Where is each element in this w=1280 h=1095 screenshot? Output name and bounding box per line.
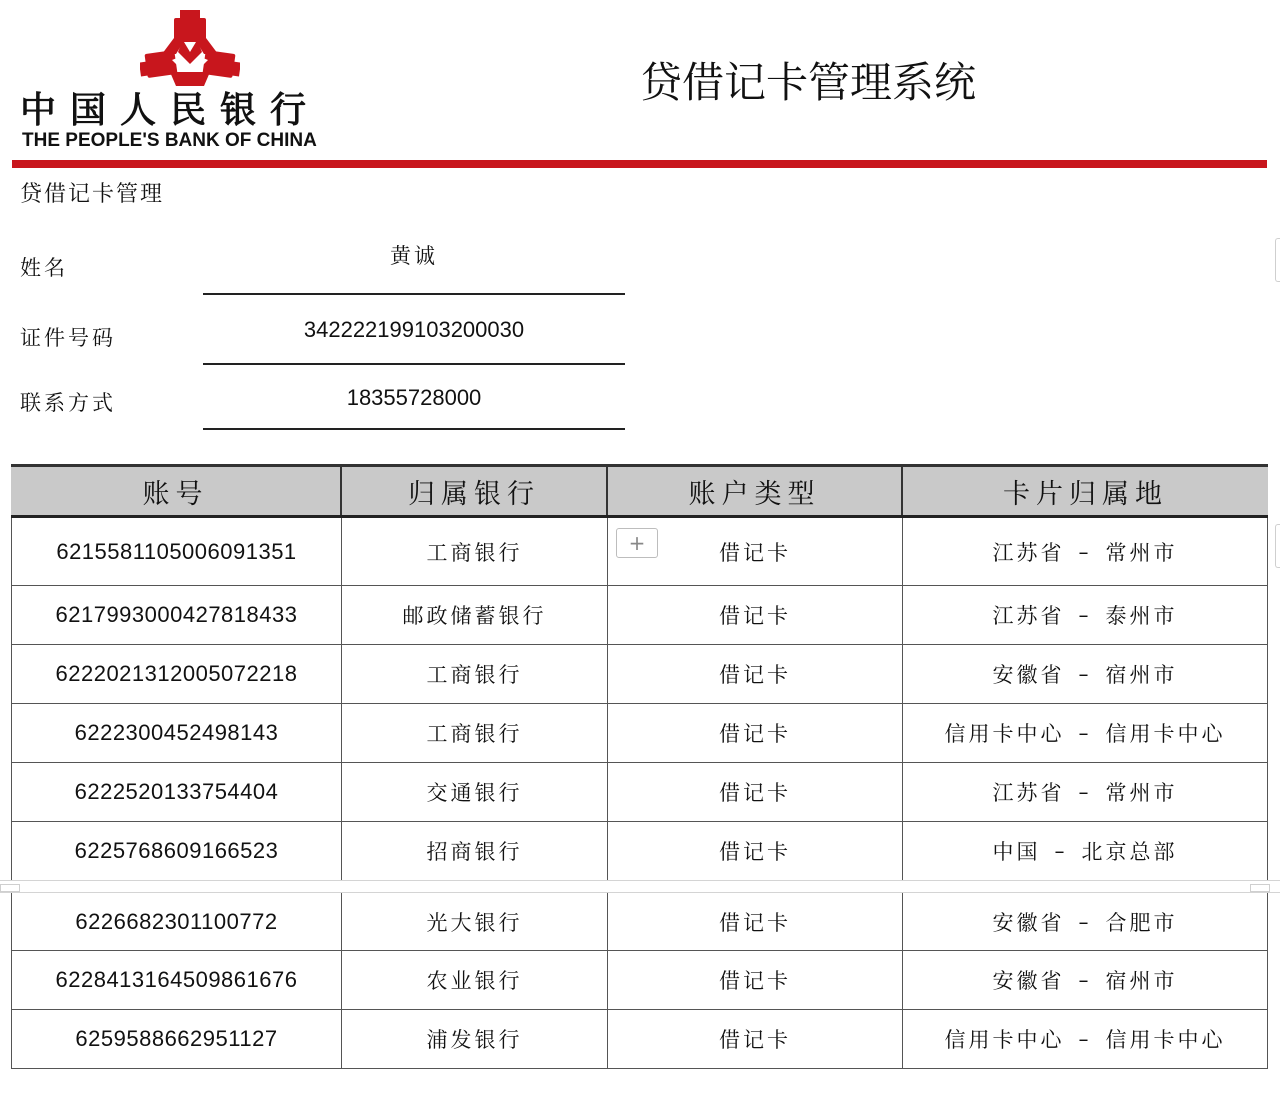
cell-account-number: 6259588662951127 <box>11 1010 342 1068</box>
cell-bank: 工商银行 <box>342 518 608 585</box>
add-row-button[interactable]: + <box>616 528 658 558</box>
table-header-row <box>11 464 1268 518</box>
location-separator: – <box>1078 909 1092 934</box>
cell-account-type: 借记卡 <box>608 586 903 644</box>
card-location-city: 信用卡中心 <box>1105 722 1226 746</box>
card-location <box>993 537 1178 567</box>
cell-account-type: 借记卡 <box>608 645 903 703</box>
location-separator: – <box>1054 839 1068 863</box>
card-location-province: 江苏省 <box>992 604 1065 628</box>
card-location-city: 宿州市 <box>1105 969 1178 993</box>
cell-card-location <box>903 645 1268 703</box>
card-location-province: 江苏省 <box>992 540 1065 565</box>
header-divider <box>12 160 1267 168</box>
card-location-province: 安徽省 <box>992 910 1065 935</box>
column-header-account: 账号 <box>11 467 342 515</box>
card-location-city: 合肥市 <box>1105 910 1178 935</box>
cell-card-location <box>903 1010 1268 1068</box>
card-location-province: 信用卡中心 <box>944 722 1065 746</box>
card-location-city: 常州市 <box>1105 540 1178 565</box>
table-row[interactable] <box>11 763 1268 822</box>
table-row[interactable] <box>11 1010 1268 1069</box>
page-break-marker-right <box>1250 884 1270 892</box>
card-location-province: 安徽省 <box>992 969 1065 993</box>
name-underline <box>203 293 625 295</box>
cell-account-type: 借记卡 <box>608 893 903 950</box>
cell-bank: 工商银行 <box>342 704 608 762</box>
column-header-bank: 归属银行 <box>342 467 608 515</box>
contact-value[interactable]: 18355728000 <box>346 385 482 410</box>
page-header <box>0 0 1280 170</box>
cell-card-location <box>903 893 1268 950</box>
card-location <box>993 659 1178 689</box>
cell-card-location <box>903 704 1268 762</box>
cell-account-type: 借记卡 <box>608 951 903 1009</box>
card-location-city: 常州市 <box>1105 781 1178 805</box>
card-location <box>945 718 1226 748</box>
cell-account-type: 借记卡 <box>608 822 903 880</box>
card-location <box>993 600 1178 630</box>
card-location-province: 信用卡中心 <box>944 1028 1065 1052</box>
location-separator: – <box>1078 721 1092 745</box>
cell-account-number: 6222520133754404 <box>11 763 342 821</box>
page-break-marker-left <box>0 884 20 892</box>
location-separator: – <box>1078 968 1092 992</box>
location-separator: – <box>1078 603 1092 627</box>
card-location-city: 信用卡中心 <box>1105 1028 1226 1052</box>
column-header-card-location: 卡片归属地 <box>1003 478 1168 510</box>
cell-bank: 光大银行 <box>342 893 608 950</box>
cell-account-type: 借记卡 <box>608 518 903 585</box>
cell-bank: 邮政储蓄银行 <box>342 586 608 644</box>
pboc-emblem-icon <box>140 8 240 90</box>
cell-bank: 农业银行 <box>342 951 608 1009</box>
card-location <box>993 777 1178 807</box>
contact-label: 联系方式 <box>20 391 116 415</box>
bank-logo <box>20 6 360 151</box>
cell-account-number: 6228413164509861676 <box>11 951 342 1009</box>
cell-card-location <box>903 763 1268 821</box>
table-row[interactable] <box>11 645 1268 704</box>
cell-bank: 浦发银行 <box>342 1010 608 1068</box>
cell-account-number: 6222021312005072218 <box>11 645 342 703</box>
card-location-city: 宿州市 <box>1105 663 1178 687</box>
cell-card-location <box>903 518 1268 585</box>
cell-account-number: 6225768609166523 <box>11 822 342 880</box>
table-row[interactable] <box>11 951 1268 1010</box>
name-label: 姓名 <box>20 256 68 280</box>
cell-account-number: 6217993000427818433 <box>11 586 342 644</box>
card-location-city: 泰州市 <box>1105 604 1178 628</box>
location-separator: – <box>1078 780 1092 804</box>
name-value[interactable]: 黄诚 <box>390 244 438 268</box>
cell-card-location <box>903 586 1268 644</box>
cell-account-number: 6222300452498143 <box>11 704 342 762</box>
cell-bank: 交通银行 <box>342 763 608 821</box>
id-number-underline <box>203 363 625 365</box>
cell-account-number: 6215581105006091351 <box>11 518 342 585</box>
card-location-city: 北京总部 <box>1081 840 1178 864</box>
cell-account-type: 借记卡 <box>608 1010 903 1068</box>
card-location <box>945 1024 1226 1054</box>
table-row[interactable] <box>11 586 1268 645</box>
location-separator: – <box>1078 1027 1092 1051</box>
card-location <box>993 836 1178 866</box>
table-row[interactable] <box>11 892 1268 951</box>
section-title: 贷借记卡管理 <box>20 182 165 207</box>
table-row[interactable] <box>11 704 1268 763</box>
logo-chinese-name: 中国人民银行 <box>20 89 321 131</box>
cell-account-type: 借记卡 <box>608 763 903 821</box>
contact-underline <box>203 428 625 430</box>
logo-english-name: THE PEOPLE'S BANK OF CHINA <box>22 130 317 151</box>
cell-account-number: 6226682301100772 <box>11 893 342 950</box>
side-scroll-handle[interactable] <box>1275 238 1280 282</box>
cell-bank: 工商银行 <box>342 645 608 703</box>
page-break <box>0 880 1280 893</box>
system-title: 贷借记卡管理系统 <box>640 58 977 107</box>
card-location-province: 江苏省 <box>992 781 1065 805</box>
location-separator: – <box>1078 539 1092 564</box>
column-header-account-type: 账户类型 <box>608 467 903 515</box>
side-scroll-handle[interactable] <box>1275 524 1280 568</box>
cell-bank: 招商银行 <box>342 822 608 880</box>
card-location-province: 安徽省 <box>992 663 1065 687</box>
id-number-value[interactable]: 342222199103200030 <box>303 317 525 342</box>
card-location <box>993 907 1178 937</box>
cell-card-location <box>903 951 1268 1009</box>
location-separator: – <box>1078 662 1092 686</box>
id-number-label: 证件号码 <box>20 326 116 350</box>
cell-card-location <box>903 822 1268 880</box>
card-location-province: 中国 <box>992 840 1041 864</box>
table-row[interactable] <box>11 822 1268 881</box>
card-location <box>993 965 1178 995</box>
cell-account-type: 借记卡 <box>608 704 903 762</box>
